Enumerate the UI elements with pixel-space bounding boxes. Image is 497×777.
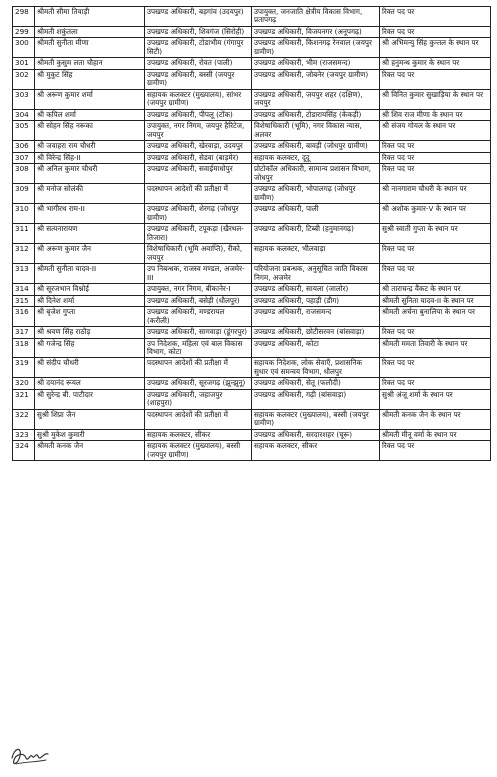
serial-number-cell: 315 [13,295,35,306]
current-posting-cell: सहायक कलक्टर (मुख्यालय), बस्सी (जयपुर ग्रामीण) [145,441,252,461]
new-posting-cell: उपखण्ड अधिकारी, सायला (जालोर) [252,284,380,295]
remark-cell: रिक्त पद पर [380,378,491,389]
serial-number-cell: 303 [13,89,35,109]
transfer-order-table [12,6,491,461]
serial-number-cell: 324 [13,441,35,461]
officer-name-cell: श्रीमती सीमा तिवाड़ी [35,7,145,27]
current-posting-cell: उपखण्ड अधिकारी, रोवत (पाली) [145,58,252,69]
table-row [13,184,491,204]
remark-cell: श्री हनुमन्थ कुमार के स्थान पर [380,58,491,69]
new-posting-cell: उपखण्ड अधिकारी, टिब्बी (हनुमानगढ़) [252,224,380,244]
remark-cell: रिक्त पद पर [380,244,491,264]
serial-number-cell: 308 [13,164,35,184]
current-posting-cell: उपखण्ड अधिकारी, जहाजपुर (शाहपुरा) [145,389,252,409]
current-posting-cell: उपायुक्त, नगर निगम, जयपुर हैरिटेज, जयपुर [145,121,252,141]
new-posting-cell: उपखण्ड अधिकारी, सरदारशहर (चूरू) [252,429,380,440]
table-row [13,38,491,58]
officer-name-cell: श्री अरूण कुमार जैन [35,244,145,264]
new-posting-cell: सहायक कलक्टर, दूदू [252,152,380,163]
table-row [13,358,491,378]
serial-number-cell: 316 [13,307,35,327]
remark-cell: श्री शिव राज मीणा के स्थान पर [380,109,491,120]
table-row [13,224,491,244]
officer-name-cell: श्री सोहन सिंह नरूका [35,121,145,141]
officer-name-cell: श्री सुरेन्द्र बी. पाटीदार [35,389,145,409]
current-posting-cell: उपखण्ड अधिकारी, शेरगढ़ (जोधपुर ग्रामीण) [145,204,252,224]
current-posting-cell: उपखण्ड अधिकारी, बड़गांव (उदयपुर) [145,7,252,27]
serial-number-cell: 323 [13,429,35,440]
remark-cell: रिक्त पद पर [380,441,491,461]
new-posting-cell: सहायक कलक्टर, भीलवाड़ा [252,244,380,264]
officer-name-cell: श्री अनिल कुमार चौधरी [35,164,145,184]
remark-cell: श्री ताराचन्द्र वैंकट के स्थान पर [380,284,491,295]
new-posting-cell: उपखण्ड अधिकारी, राजसमन्द [252,307,380,327]
serial-number-cell: 311 [13,224,35,244]
table-row [13,264,491,284]
new-posting-cell: सहायक कलक्टर (मुख्यालय), बस्सी (जयपुर ग्रामीण) [252,409,380,429]
remark-cell: श्री विनित कुमार सुखाड़िया के स्थान पर [380,89,491,109]
new-posting-cell: उपायुक्त, जनजाति क्षेत्रीय विकास विभाग, प्रतापगढ़ [252,7,380,27]
remark-cell: श्री अभिमन्यु सिंह कुन्तल के स्थान पर [380,38,491,58]
serial-number-cell: 305 [13,121,35,141]
officer-name-cell: श्री भागीरथ राम-II [35,204,145,224]
new-posting-cell: उपखण्ड अधिकारी, पाली [252,204,380,224]
officer-name-cell: श्रीमती कनक जैन [35,441,145,461]
signature-mark [8,740,52,770]
serial-number-cell: 304 [13,109,35,120]
table-row [13,244,491,264]
officer-name-cell: श्री दिनेश शर्मा [35,295,145,306]
table-row [13,295,491,306]
table-body [13,7,491,461]
current-posting-cell: उपखण्ड अधिकारी, सवाईमाधोपुर [145,164,252,184]
officer-name-cell: सुश्री शिप्रा जैन [35,409,145,429]
serial-number-cell: 298 [13,7,35,27]
serial-number-cell: 302 [13,69,35,89]
table-row [13,141,491,152]
serial-number-cell: 301 [13,58,35,69]
table-row [13,7,491,27]
new-posting-cell: उपखण्ड अधिकारी, भोपालगढ़ (जोधपुर ग्रामीण) [252,184,380,204]
serial-number-cell: 320 [13,378,35,389]
current-posting-cell: पदस्थापन आदेशों की प्रतीक्षा में [145,358,252,378]
table-row [13,378,491,389]
table-row [13,164,491,184]
remark-cell: श्री अशोक कुमार-V के स्थान पर [380,204,491,224]
new-posting-cell: उपखण्ड अधिकारी, भीम (राजसमन्द) [252,58,380,69]
officer-name-cell: श्रीमती सुनीता यादव-II [35,264,145,284]
new-posting-cell: उपखण्ड अधिकारी, बावड़ी (जोधपुर ग्रामीण) [252,141,380,152]
officer-name-cell: श्री सूरजभान विश्नोई [35,284,145,295]
remark-cell: श्री संजय गोयल के स्थान पर [380,121,491,141]
new-posting-cell: उपखण्ड अधिकारी, पहाड़ी (डीग) [252,295,380,306]
current-posting-cell: उपखण्ड अधिकारी, सूरजगढ़ (झुन्झुनू) [145,378,252,389]
officer-name-cell: श्री विरेन्द्र सिंह-II [35,152,145,163]
officer-name-cell: श्रीमती कुसुम लता चौहान [35,58,145,69]
remark-cell: रिक्त पद पर [380,164,491,184]
table-row [13,284,491,295]
new-posting-cell: विशेषाधिकारी (भूमि), नगर विकास न्यास, अलवर [252,121,380,141]
table-row [13,338,491,358]
new-posting-cell: उपखण्ड अधिकारी, गढ़ी (बांसवाड़ा) [252,389,380,409]
table-row [13,204,491,224]
current-posting-cell: उपखण्ड अधिकारी, टोडाभीम (गंगापुर सिटी) [145,38,252,58]
table-row [13,327,491,338]
remark-cell: रिक्त पद पर [380,327,491,338]
new-posting-cell: परियोजना प्रबन्धक, अनुसूचित जाति विकास निगम, अजमेर [252,264,380,284]
table-row [13,152,491,163]
remark-cell: रिक्त पद पर [380,69,491,89]
table-row [13,26,491,37]
new-posting-cell: सहायक कलक्टर, सीकर [252,441,380,461]
new-posting-cell: प्रोटोकॉल अधिकारी, सामान्य प्रशासन विभाग, जोधपुर [252,164,380,184]
remark-cell: श्रीमती मीनू वर्मा के स्थान पर [380,429,491,440]
current-posting-cell: विशेषाधिकारी (भूमि अवाप्ति), रीको, जयपुर [145,244,252,264]
current-posting-cell: उपायुक्त, नगर निगम, बीकानेर-I [145,284,252,295]
table-row [13,389,491,409]
current-posting-cell: उपखण्ड अधिकारी, शिवगंज (सिरोही) [145,26,252,37]
new-posting-cell: उपखण्ड अधिकारी, कोटा [252,338,380,358]
new-posting-cell: उपखण्ड अधिकारी, टोडारायसिंह (केकड़ी) [252,109,380,120]
current-posting-cell: उपखण्ड अधिकारी, पीपलू (टोंक) [145,109,252,120]
remark-cell: रिक्त पद पर [380,7,491,27]
table-row [13,89,491,109]
officer-name-cell: श्री दयानंद रूयल [35,378,145,389]
remark-cell: श्रीमती ममता तिवारी के स्थान पर [380,338,491,358]
table-row [13,121,491,141]
serial-number-cell: 321 [13,389,35,409]
officer-name-cell: श्री बृजेश गुप्ता [35,307,145,327]
current-posting-cell: सहायक कलक्टर, सीकर [145,429,252,440]
remark-cell: श्रीमती कनक जैन के स्थान पर [380,409,491,429]
new-posting-cell: उपखण्ड अधिकारी, जोबनेर (जयपुर ग्रामीण) [252,69,380,89]
serial-number-cell: 310 [13,204,35,224]
officer-name-cell: श्रीमती शकुंतला [35,26,145,37]
officer-name-cell: श्री गजेन्द्र सिंह [35,338,145,358]
table-row [13,429,491,440]
serial-number-cell: 319 [13,358,35,378]
officer-name-cell: सुश्री मुकेश कुमारी [35,429,145,440]
officer-name-cell: श्री अरूण कुमार शर्मा [35,89,145,109]
new-posting-cell: उपखण्ड अधिकारी, विजयनगर (अनूपगढ़) [252,26,380,37]
current-posting-cell: उपखण्ड अधिकारी, टपूकड़ा (खैरथल-तिजारा) [145,224,252,244]
table-row [13,409,491,429]
remark-cell: रिक्त पद पर [380,152,491,163]
serial-number-cell: 318 [13,338,35,358]
serial-number-cell: 317 [13,327,35,338]
officer-name-cell: श्री सत्यनारायण [35,224,145,244]
serial-number-cell: 307 [13,152,35,163]
serial-number-cell: 309 [13,184,35,204]
current-posting-cell: उपखण्ड अधिकारी, बसेड़ी (धौलपुर) [145,295,252,306]
officer-name-cell: श्री मुकुट सिंह [35,69,145,89]
remark-cell: श्रीमती सुनिता यादव-II के स्थान पर [380,295,491,306]
table-row [13,58,491,69]
new-posting-cell: उपखण्ड अधिकारी, जयपुर शहर (दक्षिण), जयपुर [252,89,380,109]
remark-cell: श्री नानगाराम चौधरी के स्थान पर [380,184,491,204]
officer-name-cell: श्री कपिल शर्मा [35,109,145,120]
remark-cell: रिक्त पद पर [380,264,491,284]
officer-name-cell: श्रीमती सुनीता मीणा [35,38,145,58]
current-posting-cell: पदस्थापन आदेशों की प्रतीक्षा में [145,184,252,204]
current-posting-cell: उपखण्ड अधिकारी, खेरवाड़ा, उदयपुर [145,141,252,152]
serial-number-cell: 312 [13,244,35,264]
remark-cell: श्रीमती अर्चना बुनालिया के स्थान पर [380,307,491,327]
new-posting-cell: सहायक निदेशक, लोक सेवाएँ, प्रशासनिक सुधार एवं समन्वय विभाग, धौलपुर [252,358,380,378]
remark-cell: रिक्त पद पर [380,26,491,37]
remark-cell: रिक्त पद पर [380,358,491,378]
table-row [13,109,491,120]
serial-number-cell: 306 [13,141,35,152]
current-posting-cell: उप निबन्धक, राजस्व मण्डल, अजमेर-III [145,264,252,284]
current-posting-cell: उपखण्ड अधिकारी, सेडवा (बाड़मेर) [145,152,252,163]
officer-name-cell: श्री मनोज सोलंकी [35,184,145,204]
serial-number-cell: 313 [13,264,35,284]
table-row [13,441,491,461]
officer-name-cell: श्री संदीप चौधरी [35,358,145,378]
new-posting-cell: उपखण्ड अधिकारी, छोटीसरवन (बांसवाड़ा) [252,327,380,338]
serial-number-cell: 299 [13,26,35,37]
serial-number-cell: 314 [13,284,35,295]
remark-cell: सुश्री अंजू शर्मा के स्थान पर [380,389,491,409]
new-posting-cell: उपखण्ड अधिकारी, सेतू (फलौदी) [252,378,380,389]
serial-number-cell: 322 [13,409,35,429]
new-posting-cell: उपखण्ड अधिकारी, किशनगढ़ रेनवाल (जयपुर ग्रामीण) [252,38,380,58]
serial-number-cell: 300 [13,38,35,58]
remark-cell: सुश्री स्वाती गुप्ता के स्थान पर [380,224,491,244]
table-row [13,69,491,89]
remark-cell: रिक्त पद पर [380,141,491,152]
current-posting-cell: पदस्थापन आदेशों की प्रतीक्षा में [145,409,252,429]
current-posting-cell: उपखण्ड अधिकारी, मण्डरायल (करौली) [145,307,252,327]
current-posting-cell: उपखण्ड अधिकारी, बस्सी (जयपुर ग्रामीण) [145,69,252,89]
current-posting-cell: सहायक कलक्टर (मुख्यालय), सांभर (जयपुर ग्रामीण) [145,89,252,109]
officer-name-cell: श्री जवाहरा राम चौधरी [35,141,145,152]
officer-name-cell: श्री श्रवण सिंह राठौड़ [35,327,145,338]
current-posting-cell: उपखण्ड अधिकारी, सागवाड़ा (डूंगरपुर) [145,327,252,338]
table-row [13,307,491,327]
current-posting-cell: उप निदेशक, महिला एवं बाल विकास विभाग, कोटा [145,338,252,358]
